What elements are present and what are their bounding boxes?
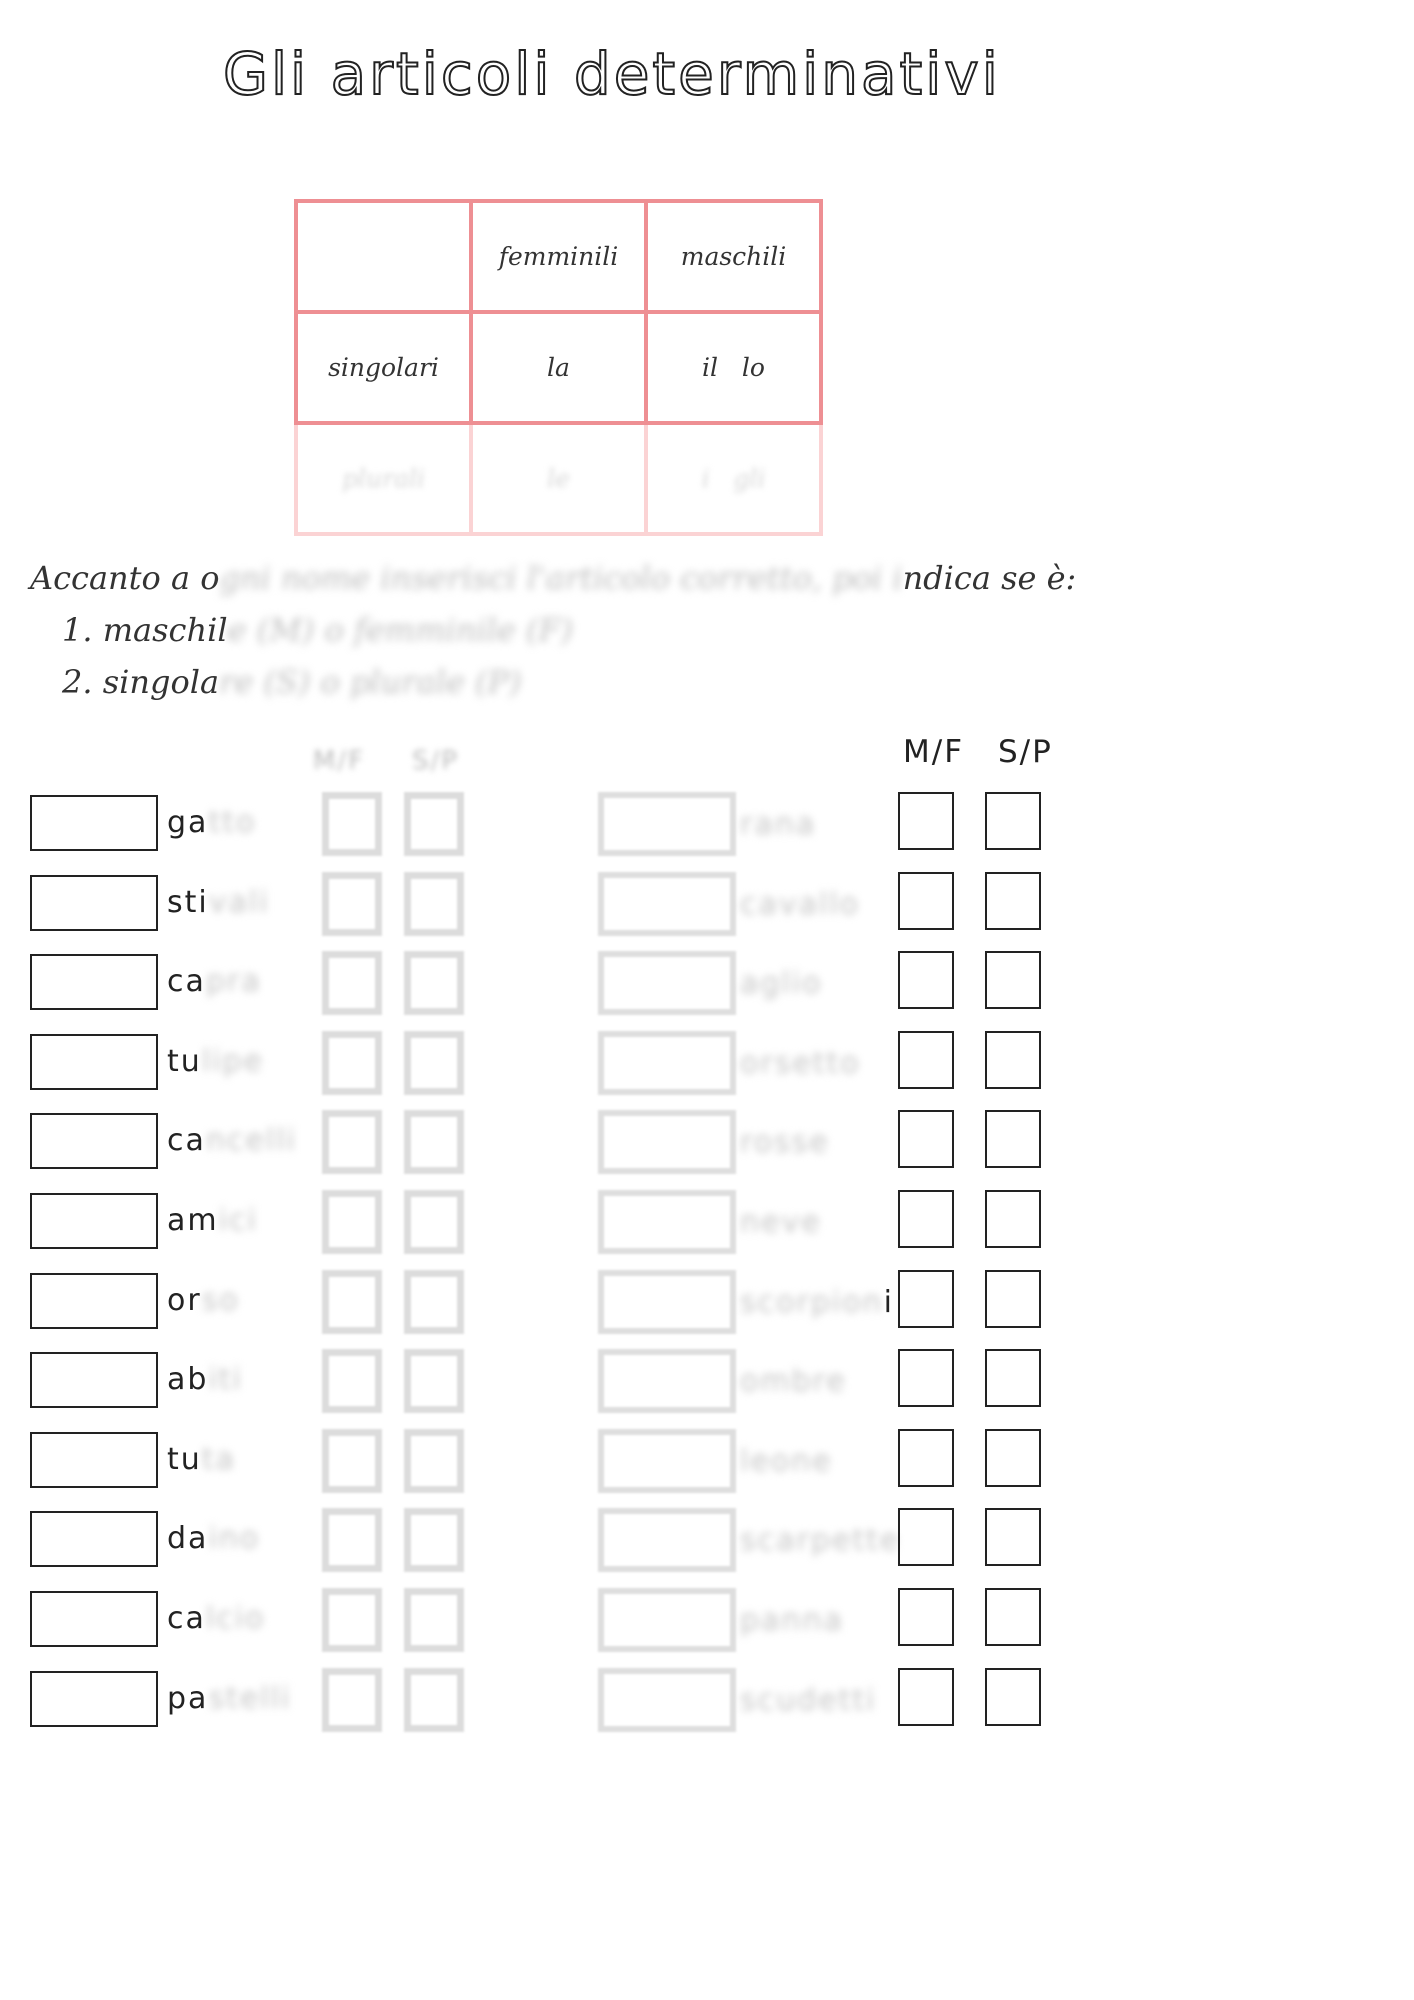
mf-checkbox-right[interactable]: [898, 872, 954, 930]
instruction-line-2-obscured: e (M) o femminile (F): [227, 611, 574, 649]
sp-checkbox-right[interactable]: [985, 872, 1041, 930]
table-header-empty: [296, 201, 471, 312]
exercise-row: [0, 1432, 1414, 1494]
article-input-right[interactable]: [598, 951, 736, 1015]
article-input-right[interactable]: [598, 1349, 736, 1413]
mf-checkbox-right[interactable]: [898, 1508, 954, 1566]
article-input-left[interactable]: [30, 1113, 158, 1169]
noun-left-visible: ga: [167, 805, 209, 840]
noun-right-obscured: leone: [740, 1444, 833, 1479]
instruction-line-2: [30, 604, 1130, 656]
instruction-line-1-obscured: gni nome inserisci l'articolo corretto, poi i: [219, 559, 903, 597]
sp-checkbox-right[interactable]: [985, 1031, 1041, 1089]
instruction-line-1: [30, 552, 1130, 604]
noun-right: [740, 1203, 822, 1243]
article-table-header-row: [296, 201, 821, 312]
left-header-mf: M/F: [313, 746, 366, 776]
article-input-right[interactable]: [598, 1508, 736, 1572]
noun-right-obscured: ombre: [740, 1364, 847, 1399]
article-input-left[interactable]: [30, 1034, 158, 1090]
mf-checkbox-right[interactable]: [898, 1349, 954, 1407]
article-fem-plural: le: [471, 423, 646, 534]
sp-checkbox-right[interactable]: [985, 1588, 1041, 1646]
noun-left-visible: ca: [167, 1123, 206, 1158]
instruction-line-3-start: 2. singola: [62, 663, 220, 701]
mf-checkbox-left[interactable]: [322, 1190, 382, 1254]
noun-right-obscured: orsetto: [740, 1046, 861, 1081]
instruction-line-2-start: 1. maschil: [62, 611, 228, 649]
noun-left-visible: ab: [167, 1362, 209, 1397]
noun-right-obscured: panna: [740, 1603, 844, 1638]
noun-right-obscured: neve: [740, 1205, 822, 1240]
article-input-left[interactable]: [30, 1273, 158, 1329]
noun-left: [167, 1121, 297, 1161]
noun-right: [740, 885, 860, 925]
article-input-right[interactable]: [598, 792, 736, 856]
sp-checkbox-left[interactable]: [404, 1031, 464, 1095]
article-input-left[interactable]: [30, 1352, 158, 1408]
noun-left: [167, 803, 256, 843]
sp-checkbox-right[interactable]: [985, 1270, 1041, 1328]
noun-right: [740, 1123, 830, 1163]
article-input-right[interactable]: [598, 1031, 736, 1095]
table-header-masculine: maschili: [646, 201, 821, 312]
instruction-line-1-start: Accanto a o: [30, 559, 220, 597]
article-input-left[interactable]: [30, 1193, 158, 1249]
mf-checkbox-right[interactable]: [898, 1190, 954, 1248]
sp-checkbox-left[interactable]: [404, 951, 464, 1015]
noun-left-obscured: lcio: [205, 1601, 266, 1636]
article-table-row-singular: [296, 312, 821, 423]
noun-left-visible: ca: [167, 964, 206, 999]
article-fem-singular: la: [471, 312, 646, 423]
noun-right-obscured: scorpion: [740, 1285, 884, 1320]
row-label-plural: plurali: [296, 423, 471, 534]
instruction-line-1-end: ndica se è:: [902, 559, 1077, 597]
noun-right-obscured: rana: [740, 807, 817, 842]
noun-left-obscured: ta: [201, 1442, 236, 1477]
sp-checkbox-left[interactable]: [404, 1668, 464, 1732]
noun-right-obscured: cavallo: [740, 887, 861, 922]
mf-checkbox-left[interactable]: [322, 872, 382, 936]
noun-right: [740, 1601, 844, 1641]
article-input-left[interactable]: [30, 875, 158, 931]
article-input-left[interactable]: [30, 1511, 158, 1567]
mf-checkbox-right[interactable]: [898, 1668, 954, 1726]
table-header-feminine: femminili: [471, 201, 646, 312]
noun-left-obscured: so: [201, 1283, 240, 1318]
article-input-right[interactable]: [598, 1588, 736, 1652]
noun-right: [740, 805, 816, 845]
noun-right-obscured: aglio: [740, 966, 823, 1001]
article-input-left[interactable]: [30, 795, 158, 851]
row-label-singular: singolari: [296, 312, 471, 423]
noun-left: [167, 962, 262, 1002]
noun-left-visible: da: [167, 1521, 209, 1556]
mf-checkbox-right[interactable]: [898, 1031, 954, 1089]
sp-checkbox-left[interactable]: [404, 792, 464, 856]
mf-checkbox-left[interactable]: [322, 1270, 382, 1334]
instruction-line-3-obscured: re (S) o plurale (P): [219, 663, 522, 701]
noun-left: [167, 883, 270, 923]
sp-checkbox-left[interactable]: [404, 1190, 464, 1254]
noun-left-obscured: ncelli: [205, 1123, 297, 1158]
noun-left: [167, 1281, 240, 1321]
exercise-row: [0, 795, 1414, 857]
article-input-right[interactable]: [598, 872, 736, 936]
article-input-left[interactable]: [30, 954, 158, 1010]
mf-checkbox-right[interactable]: [898, 792, 954, 850]
mf-checkbox-left[interactable]: [322, 1429, 382, 1493]
mf-checkbox-left[interactable]: [322, 951, 382, 1015]
sp-checkbox-right[interactable]: [985, 1668, 1041, 1726]
noun-right-obscured: rosse: [740, 1125, 830, 1160]
sp-checkbox-left[interactable]: [404, 1588, 464, 1652]
noun-right: [740, 964, 822, 1004]
noun-left: [167, 1519, 260, 1559]
noun-left-obscured: lipe: [201, 1044, 264, 1079]
exercise-row: [0, 1113, 1414, 1175]
noun-left-visible: pa: [167, 1681, 209, 1716]
right-header-sp: S/P: [998, 734, 1053, 770]
sp-checkbox-right[interactable]: [985, 1349, 1041, 1407]
noun-left-obscured: vali: [208, 885, 270, 920]
sp-checkbox-right[interactable]: [985, 1429, 1041, 1487]
mf-checkbox-left[interactable]: [322, 1110, 382, 1174]
sp-checkbox-left[interactable]: [404, 1429, 464, 1493]
article-input-left[interactable]: [30, 1432, 158, 1488]
article-masc-plural: i gli: [646, 423, 821, 534]
article-input-right[interactable]: [598, 1190, 736, 1254]
exercise-row: [0, 1034, 1414, 1096]
exercise-row: [0, 1591, 1414, 1653]
noun-left-obscured: tto: [208, 805, 257, 840]
mf-checkbox-right[interactable]: [898, 1588, 954, 1646]
article-masc-singular: il lo: [646, 312, 821, 423]
article-table: [294, 199, 823, 536]
noun-left-visible: sti: [167, 885, 209, 920]
noun-left-obscured: iti: [208, 1362, 243, 1397]
sp-checkbox-right[interactable]: [985, 792, 1041, 850]
noun-left-obscured: pra: [205, 964, 262, 999]
exercise-row: [0, 875, 1414, 937]
noun-left-visible: am: [167, 1203, 219, 1238]
noun-right: [740, 1521, 900, 1561]
noun-left: [167, 1360, 243, 1400]
noun-right-visible: i: [883, 1285, 894, 1320]
noun-left: [167, 1599, 265, 1639]
mf-checkbox-right[interactable]: [898, 951, 954, 1009]
mf-checkbox-left[interactable]: [322, 1588, 382, 1652]
noun-left-obscured: ici: [218, 1203, 258, 1238]
sp-checkbox-left[interactable]: [404, 1110, 464, 1174]
exercise-row: [0, 1352, 1414, 1414]
article-input-left[interactable]: [30, 1671, 158, 1727]
noun-right: [740, 1681, 877, 1721]
mf-checkbox-left[interactable]: [322, 1508, 382, 1572]
sp-checkbox-left[interactable]: [404, 1508, 464, 1572]
exercise-row: [0, 1193, 1414, 1255]
mf-checkbox-left[interactable]: [322, 792, 382, 856]
noun-left: [167, 1440, 236, 1480]
noun-left: [167, 1042, 264, 1082]
instruction-line-3: [30, 656, 1130, 708]
exercise-row: [0, 1511, 1414, 1573]
noun-left-visible: or: [167, 1283, 202, 1318]
sp-checkbox-right[interactable]: [985, 951, 1041, 1009]
right-header-mf: M/F: [903, 734, 965, 770]
noun-right: [740, 1044, 861, 1084]
article-table-row-plural: [296, 423, 821, 534]
article-input-right[interactable]: [598, 1429, 736, 1493]
noun-right: [740, 1362, 847, 1402]
exercise-row: [0, 1273, 1414, 1335]
sp-checkbox-right[interactable]: [985, 1508, 1041, 1566]
instructions: [30, 552, 1130, 708]
mf-checkbox-right[interactable]: [898, 1270, 954, 1328]
exercise-row: [0, 1671, 1414, 1733]
page-title: Gli articoli determinativi: [223, 40, 1001, 108]
sp-checkbox-left[interactable]: [404, 1270, 464, 1334]
mf-checkbox-left[interactable]: [322, 1031, 382, 1095]
mf-checkbox-left[interactable]: [322, 1668, 382, 1732]
article-input-right[interactable]: [598, 1668, 736, 1732]
sp-checkbox-left[interactable]: [404, 872, 464, 936]
sp-checkbox-right[interactable]: [985, 1110, 1041, 1168]
mf-checkbox-left[interactable]: [322, 1349, 382, 1413]
noun-left-obscured: stelli: [208, 1681, 292, 1716]
noun-left-obscured: ino: [208, 1521, 261, 1556]
noun-right-obscured: scarpette: [740, 1523, 901, 1558]
noun-right: [740, 1283, 894, 1323]
noun-left-visible: ca: [167, 1601, 206, 1636]
left-header-sp: S/P: [412, 746, 459, 776]
noun-right: [740, 1442, 833, 1482]
noun-left: [167, 1679, 291, 1719]
noun-left-visible: tu: [167, 1442, 202, 1477]
exercise-row: [0, 954, 1414, 1016]
noun-left-visible: tu: [167, 1044, 202, 1079]
noun-left: [167, 1201, 258, 1241]
article-input-right[interactable]: [598, 1110, 736, 1174]
mf-checkbox-right[interactable]: [898, 1429, 954, 1487]
article-input-left[interactable]: [30, 1591, 158, 1647]
mf-checkbox-right[interactable]: [898, 1110, 954, 1168]
article-input-right[interactable]: [598, 1270, 736, 1334]
sp-checkbox-right[interactable]: [985, 1190, 1041, 1248]
sp-checkbox-left[interactable]: [404, 1349, 464, 1413]
noun-right-obscured: scudetti: [740, 1683, 877, 1718]
